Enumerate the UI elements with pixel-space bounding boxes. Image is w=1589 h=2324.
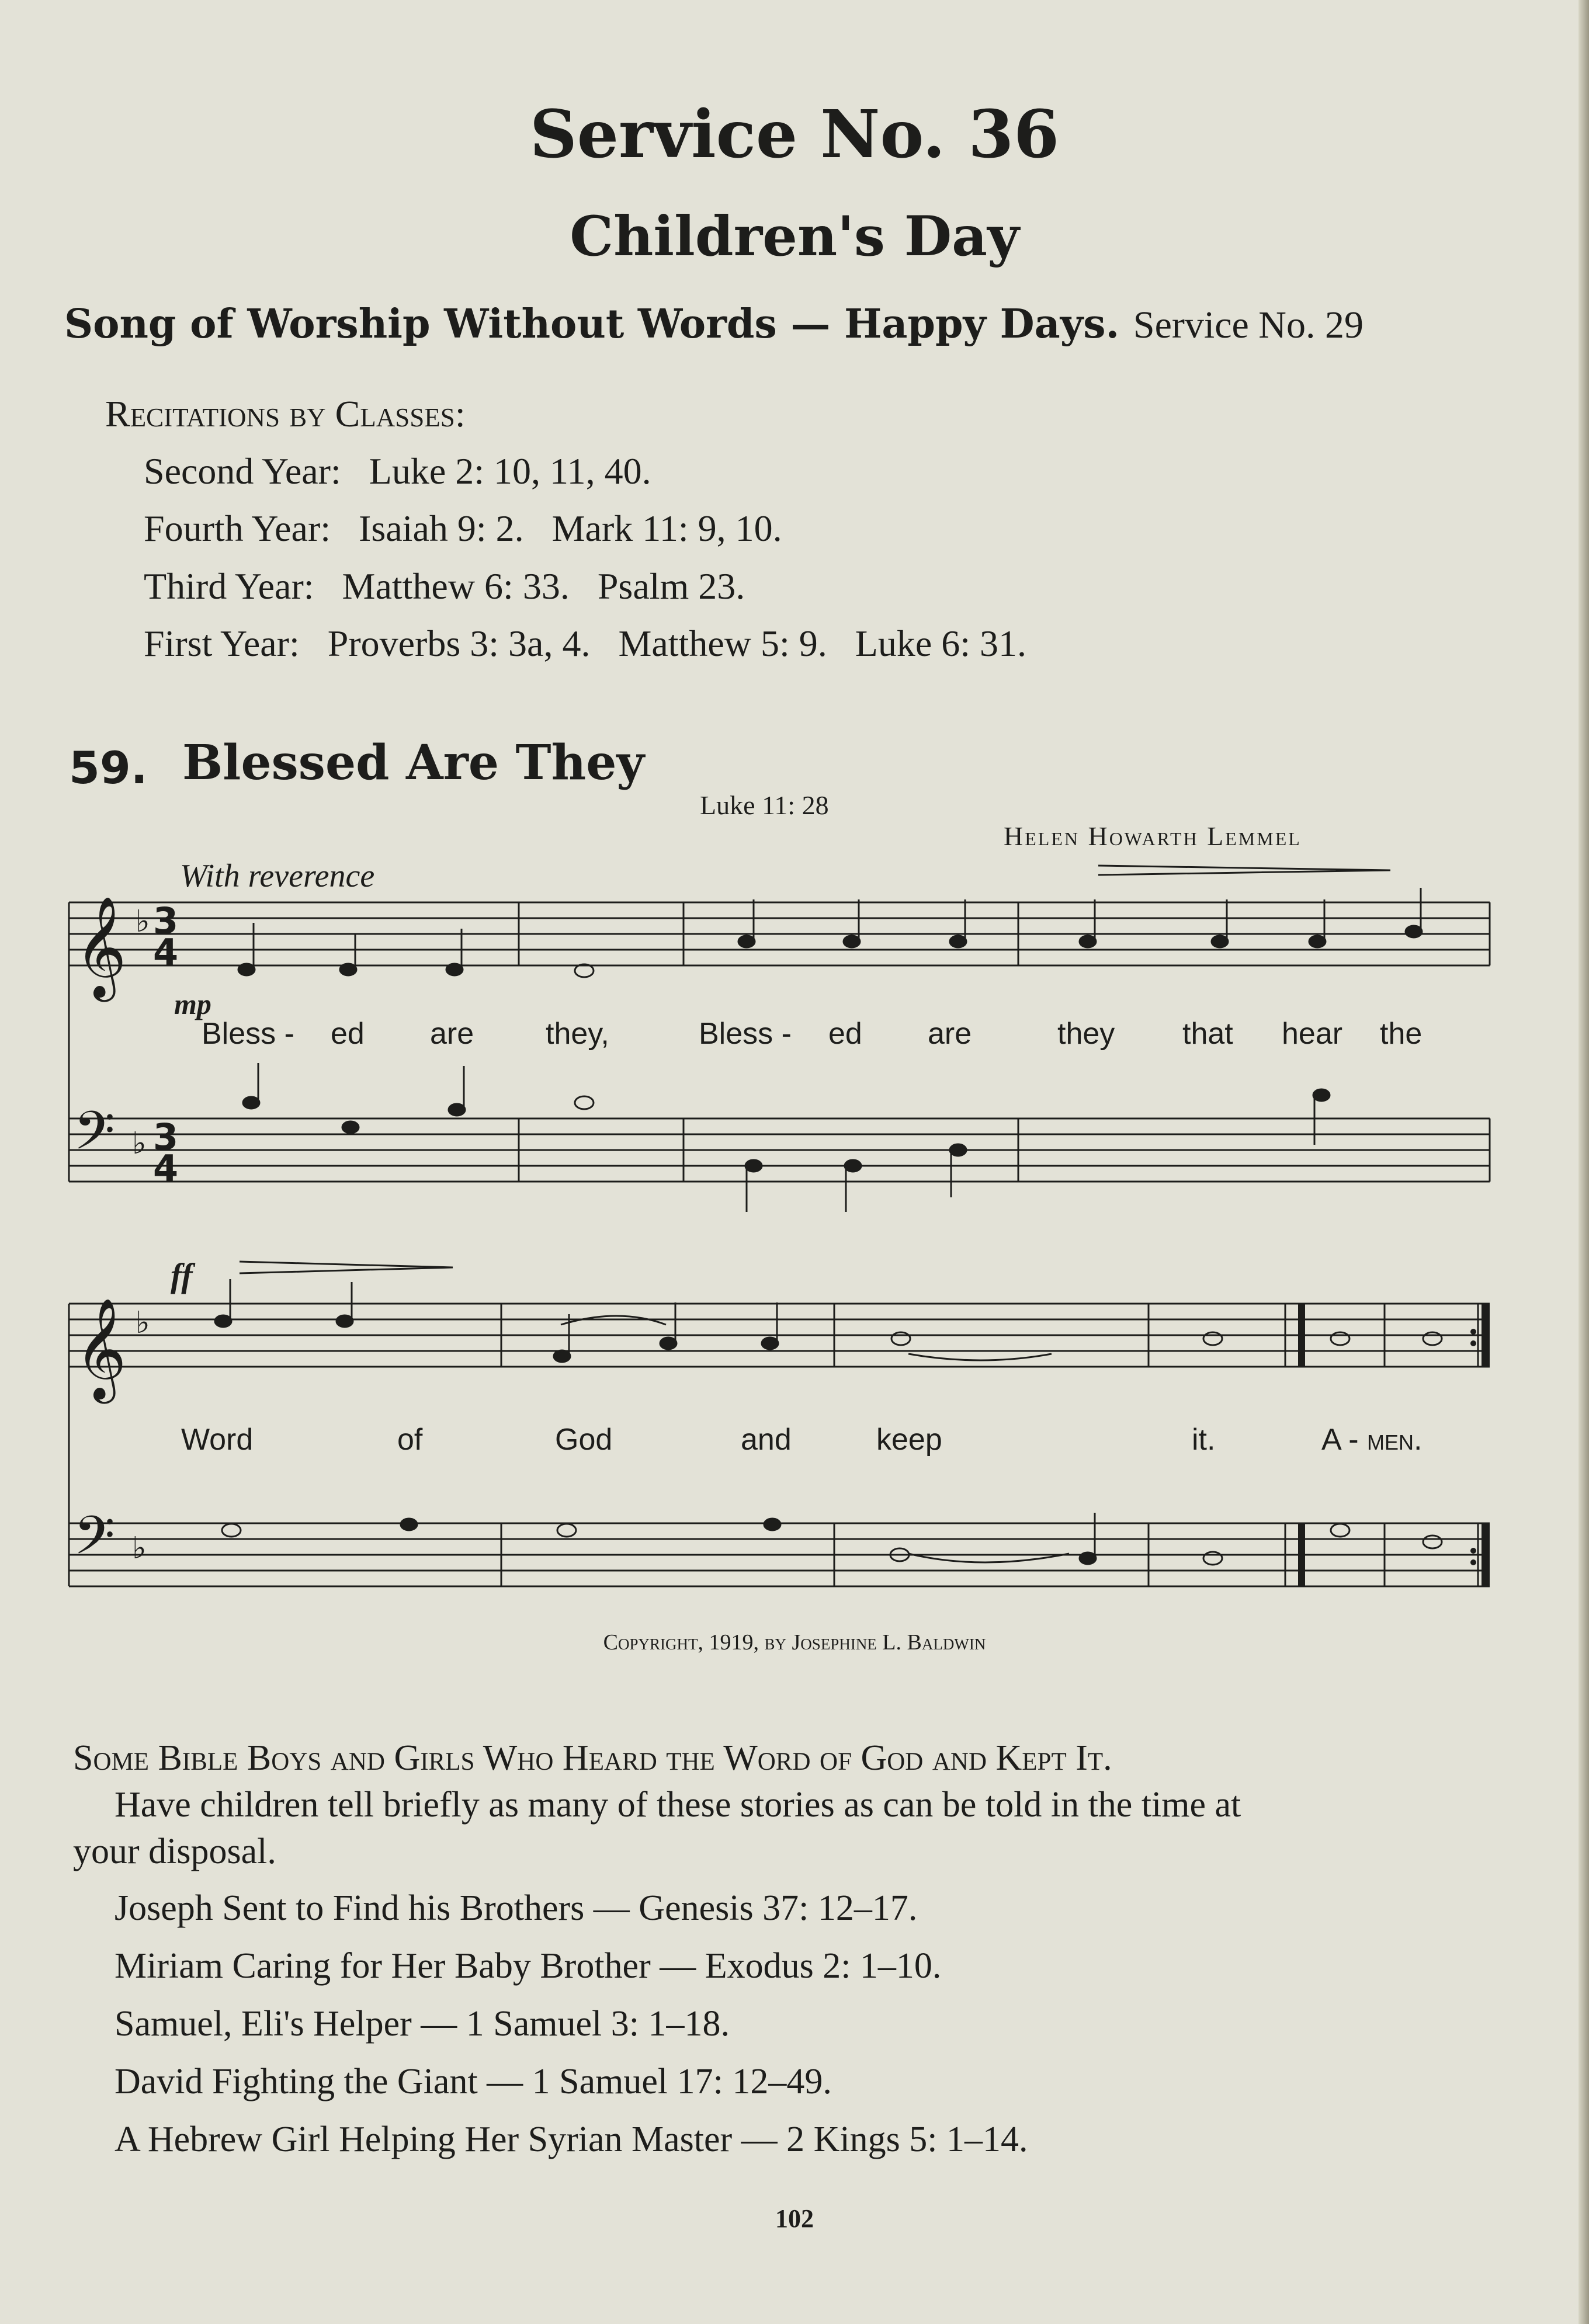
hymn-author: Helen Howarth Lemmel [1004,821,1302,851]
song-line-text: Song of Worship Without Words — Happy Days. [64,301,1120,348]
stories-intro-line-2: your disposal. [73,1832,276,1871]
story-item: David Fighting the Giant — 1 Samuel 17: 12–49. [115,2062,832,2101]
hymn-title: Blessed Are They [182,735,645,791]
hymn-number: 59. [69,742,148,794]
lyric-syllable: and [741,1423,792,1457]
svg-text:♭: ♭ [136,904,150,939]
day-title: Children's Day [570,204,1019,269]
scripture-reference: Luke 11: 28 [700,790,829,820]
svg-text:4: 4 [153,931,179,974]
svg-text:♭: ♭ [132,1126,147,1161]
lyric-syllable: keep [876,1423,942,1457]
recitation-refs: Proverbs 3: 3a, 4. Matthew 5: 9. Luke 6: 31. [327,623,1026,664]
recitation-year: Third Year: [144,565,314,607]
lyric-syllable: the [1380,1017,1423,1051]
lyric-syllable: Bless - [202,1017,294,1051]
lyric-syllable: they, [546,1017,609,1051]
service-reference: Service No. 29 [1133,304,1364,346]
lyric-syllable: of [397,1423,423,1457]
dynamic-mp: mp [174,988,211,1020]
svg-text:3: 3 [153,899,179,942]
lyric-syllable: are [430,1017,474,1051]
lyric-syllable: A - men. [1321,1423,1423,1457]
svg-text:♭: ♭ [132,1531,147,1566]
recitation-refs: Isaiah 9: 2. Mark 11: 9, 10. [359,508,782,549]
recitation-refs: Matthew 6: 33. Psalm 23. [342,565,745,607]
page-number: 102 [775,2204,814,2233]
recitation-refs: Luke 2: 10, 11, 40. [369,450,651,492]
svg-text:𝄞: 𝄞 [75,1298,127,1399]
svg-text:𝄞: 𝄞 [75,896,127,998]
lyric-syllable: that [1182,1017,1233,1051]
story-item: A Hebrew Girl Helping Her Syrian Master — 2 Kings 5: 1–14. [115,2120,1028,2159]
svg-text:𝄢: 𝄢 [74,1505,115,1579]
recitations-heading: Recitations by Classes: [105,393,466,435]
lyric-syllable: Word [181,1423,254,1457]
story-item: Miriam Caring for Her Baby Brother — Exodus 2: 1–10. [115,1946,942,1986]
svg-text:𝄢: 𝄢 [74,1100,115,1175]
copyright-notice: Copyright, 1919, by Josephine L. Baldwin [603,1630,986,1655]
recitation-year: First Year: [144,623,300,664]
story-item: Samuel, Eli's Helper — 1 Samuel 3: 1–18. [115,2004,730,2044]
stories-heading: Some Bible Boys and Girls Who Heard the Word of God and Kept It. [73,1738,1112,1778]
svg-text:4: 4 [153,1147,179,1190]
lyric-syllable: are [928,1017,972,1051]
stories-intro-line-1: Have children tell briefly as many of these stories as can be told in the time at [115,1785,1241,1825]
lyric-syllable: they [1057,1017,1115,1051]
lyric-syllable: ed [331,1017,365,1051]
story-item: Joseph Sent to Find his Brothers — Genesis 37: 12–17. [115,1888,918,1928]
lyric-syllable: Bless - [699,1017,792,1051]
lyric-syllable: God [555,1423,613,1457]
lyric-syllable: it. [1192,1423,1216,1457]
svg-text:3: 3 [153,1116,179,1158]
dynamic-ff: ff [171,1256,193,1294]
lyric-syllable: hear [1282,1017,1343,1051]
tempo-marking: With reverence [180,858,375,894]
service-title: Service No. 36 [529,96,1060,173]
recitation-year: Second Year: [144,450,341,492]
lyric-syllable: ed [828,1017,862,1051]
svg-text:♭: ♭ [136,1305,150,1340]
recitation-year: Fourth Year: [144,508,331,549]
